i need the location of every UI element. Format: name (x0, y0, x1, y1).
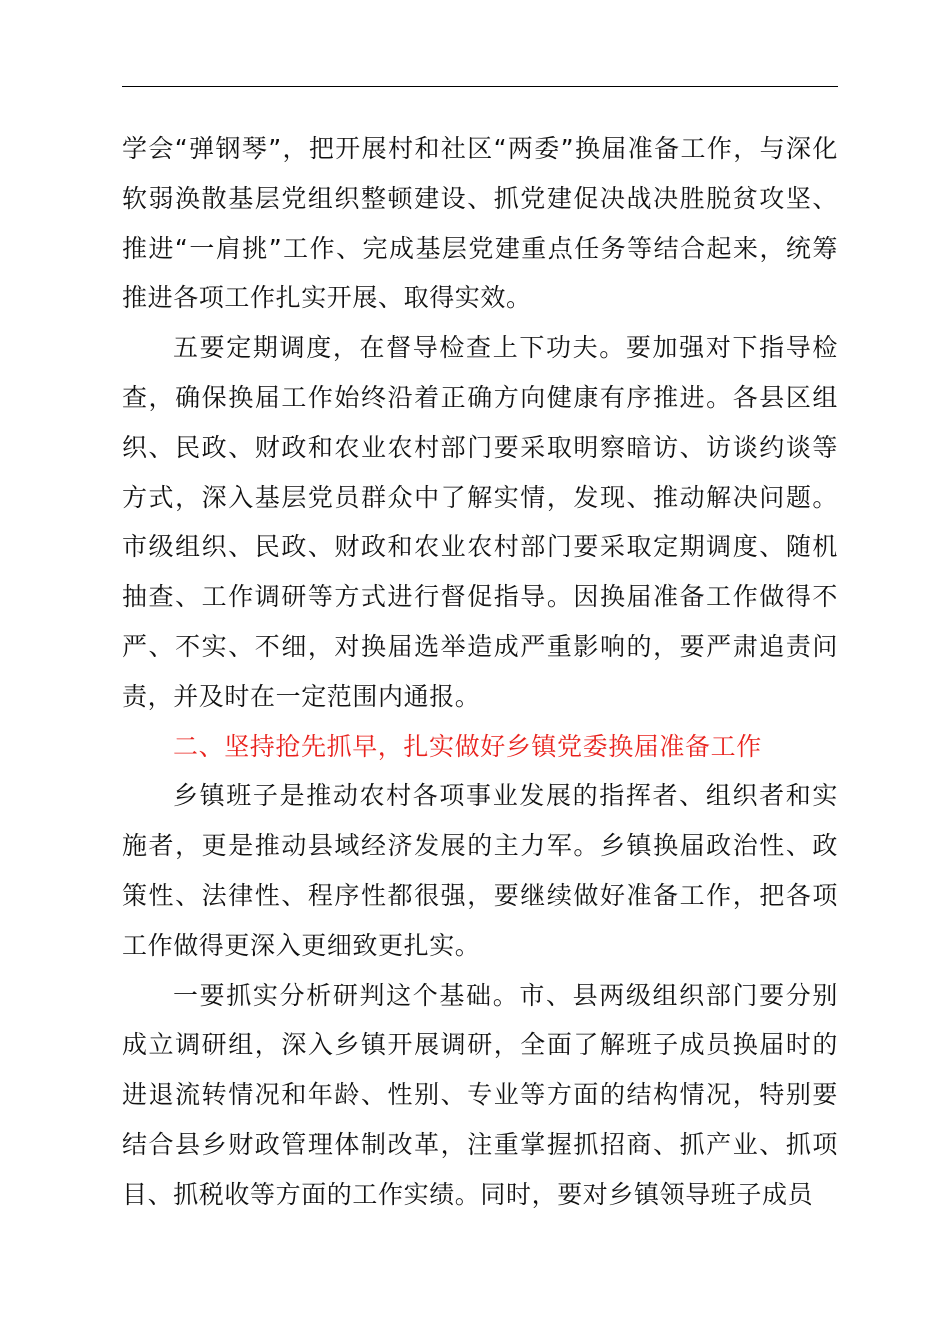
paragraph-regular-supervision: 五要定期调度，在督导检查上下功夫。要加强对下指导检查，确保换届工作始终沿着正确方向健康有序推进。各县区组织、民政、财政和农业农村部门要采取明察暗访、访谈约谈等方式，深入基层党员群众中了解实情，发现、推动解决问题。市级组织、民政、财政和农业农村部门要采取定期调度、随机抽查、工作调研等方式进行督促指导。因换届准备工作做得不严、不实、不细，对换届选举造成严重影响的，要严肃追责问责，并及时在一定范围内通报。 (122, 333, 838, 711)
paragraph-township-team: 乡镇班子是推动农村各项事业发展的指挥者、组织者和实施者，更是推动县域经济发展的主力军。乡镇换届政治性、政策性、法律性、程序性都很强，要继续做好准备工作，把各项工作做得更深入更细致更扎实。 (122, 781, 838, 960)
paragraph-continued: 学会“弹钢琴”，把开展村和社区“两委”换届准备工作，与深化软弱涣散基层党组织整顿建设、抓党建促决战决胜脱贫攻坚、推进“一肩挑”工作、完成基层党建重点任务等结合起来，统筹推进各项工作扎实开展、取得实效。 (122, 134, 838, 313)
document-body (122, 124, 838, 1220)
header-rule (122, 86, 838, 87)
paragraph-analysis-foundation: 一要抓实分析研判这个基础。市、县两级组织部门要分别成立调研组，深入乡镇开展调研，全面了解班子成员换届时的进退流转情况和年龄、性别、专业等方面的结构情况，特别要结合县乡财政管理体制改革，注重掌握抓招商、抓产业、抓项目、抓税收等方面的工作实绩。同时，要对乡镇领导班子成员 (122, 980, 838, 1209)
section-heading: 二、坚持抢先抓早，扎实做好乡镇党委换届准备工作 (173, 731, 762, 761)
